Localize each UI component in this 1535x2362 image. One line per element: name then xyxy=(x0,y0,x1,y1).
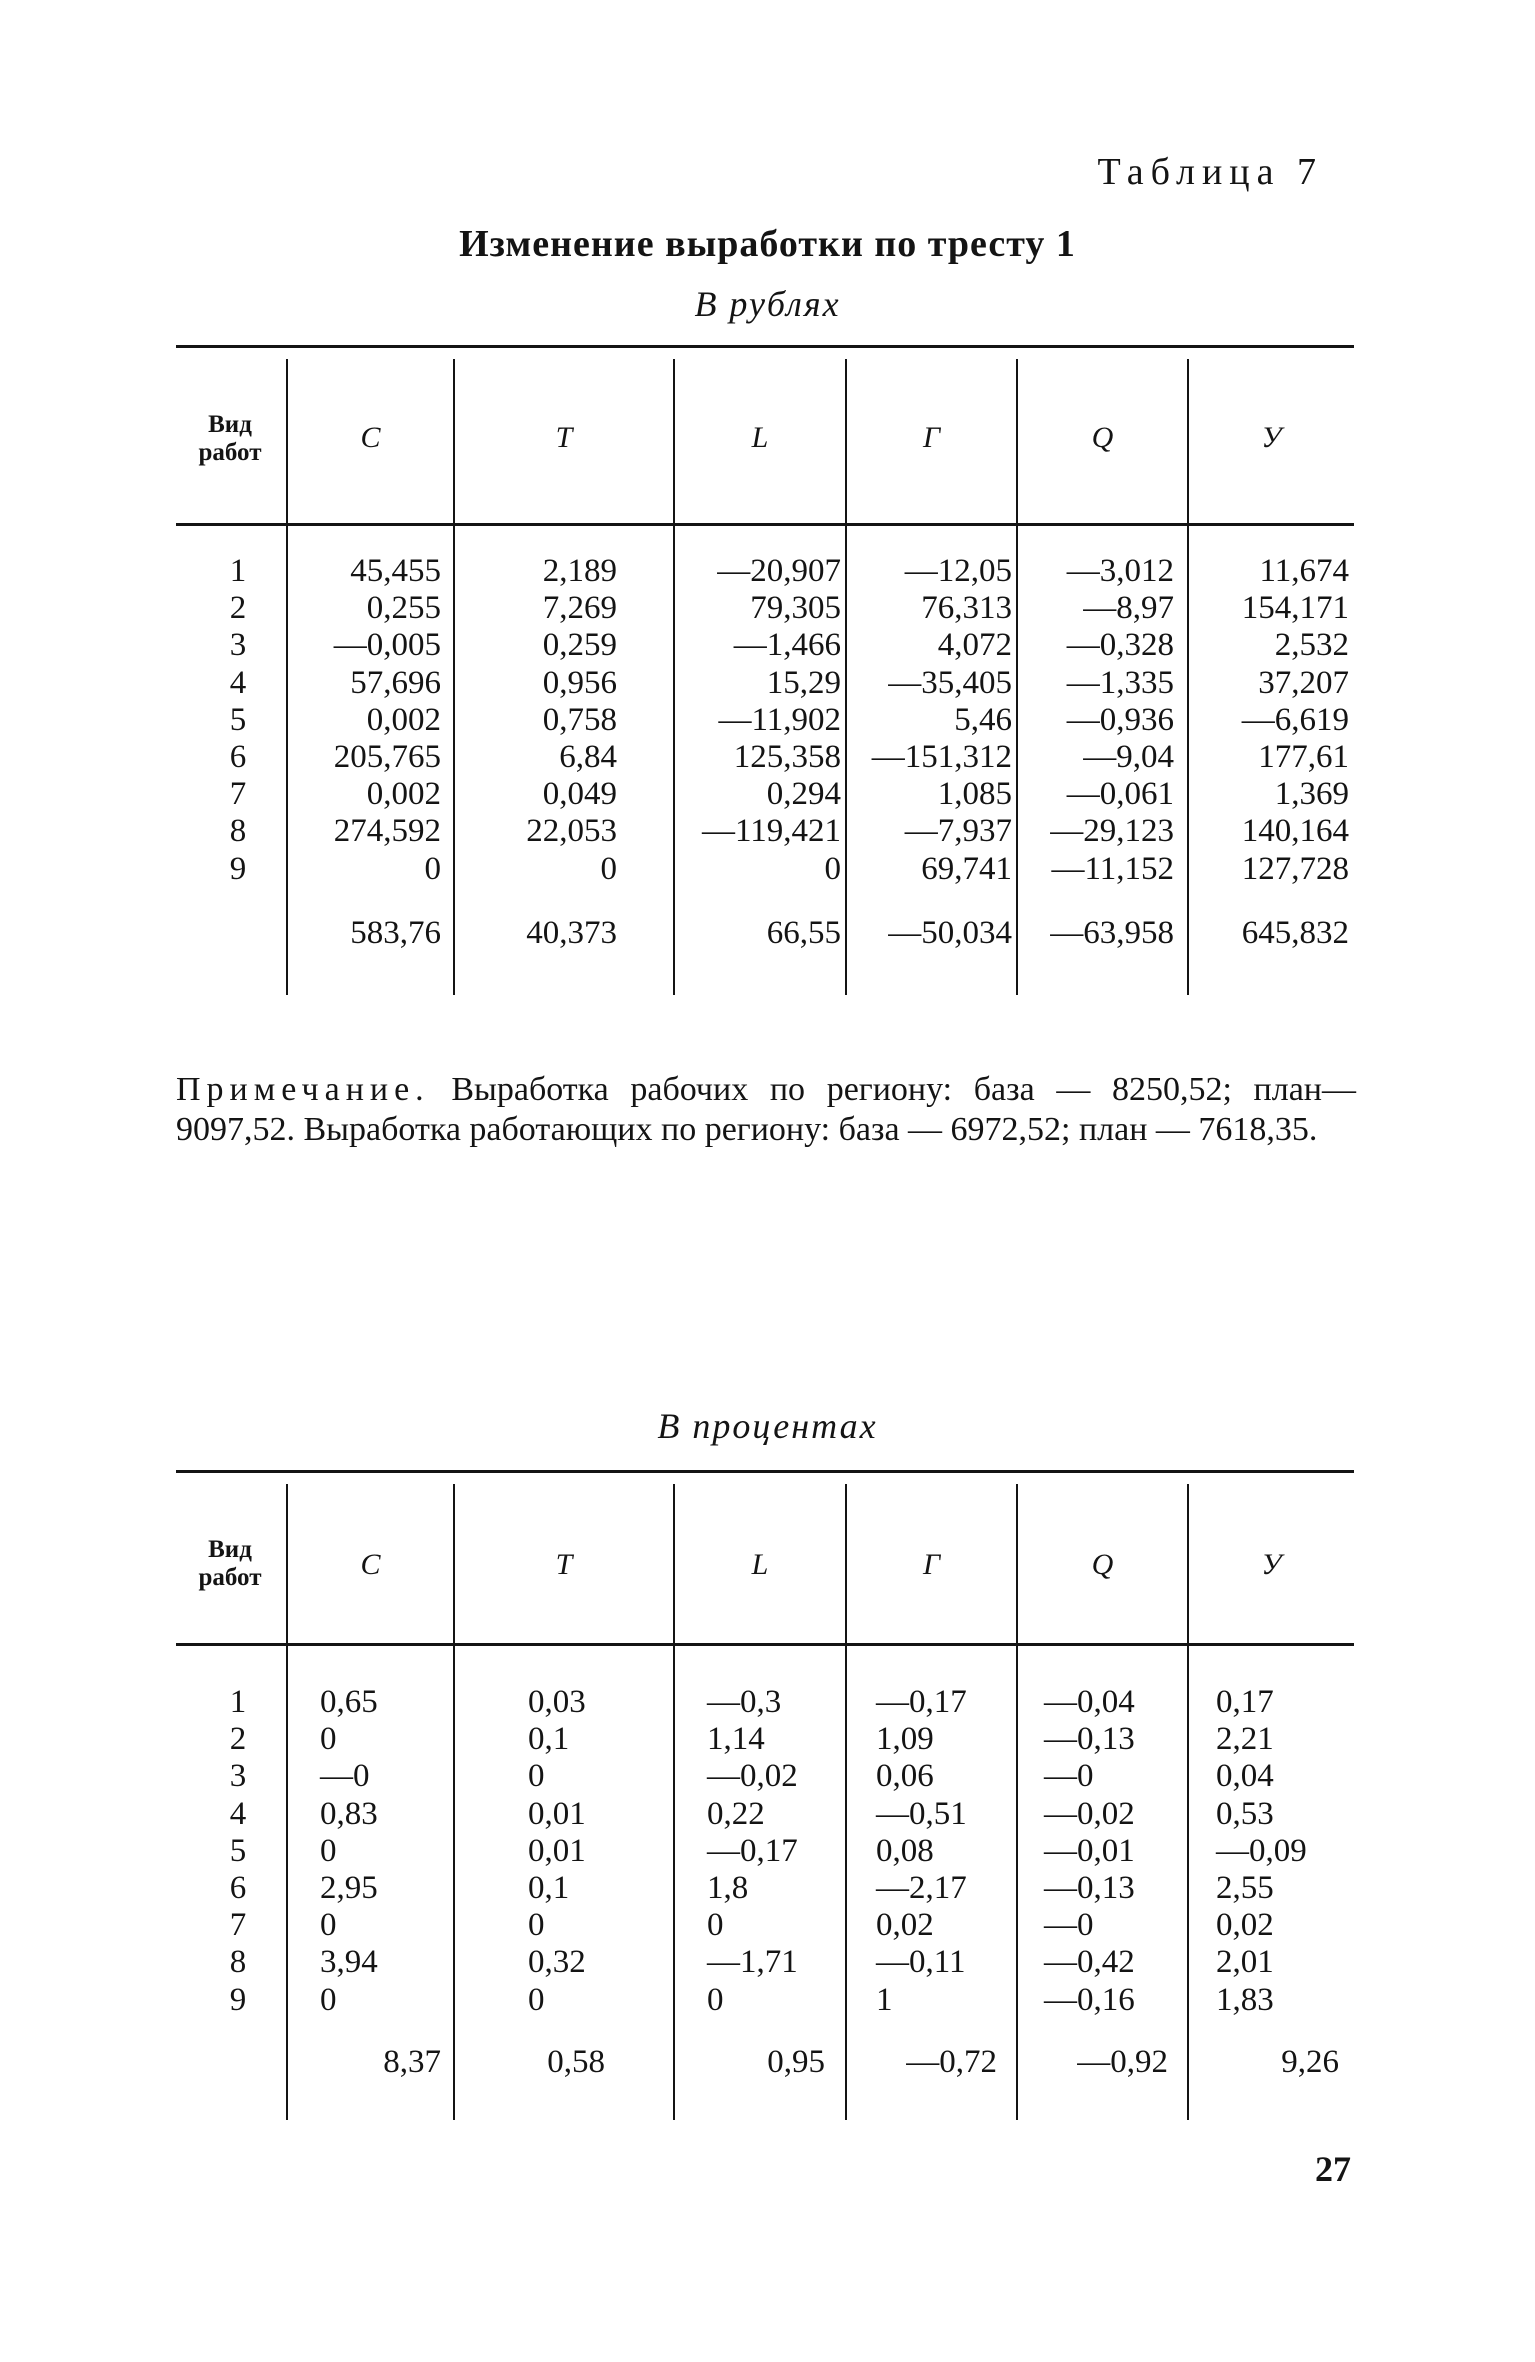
header-t: T xyxy=(555,421,573,454)
total-c: 8,37 xyxy=(383,2044,441,2080)
table-cell: 6,84 xyxy=(559,739,617,776)
header-c: C xyxy=(360,421,381,454)
total-u: 9,26 xyxy=(1281,2044,1339,2080)
table-cell: 2,189 xyxy=(542,553,617,589)
table-cell: 45,455 xyxy=(350,553,441,589)
table-cell: 1,369 xyxy=(1274,776,1349,813)
row-number: 1 xyxy=(229,1684,247,1720)
table-cell: 0,22 xyxy=(707,1795,765,1832)
table-cell: 0 xyxy=(707,1907,724,1944)
unit-caption-percent: В процентах xyxy=(657,1406,878,1446)
header-c: C xyxy=(360,1548,381,1581)
row-number: 8 xyxy=(229,813,247,850)
table-cell: 2,01 xyxy=(1216,1944,1274,1981)
table-cell: —8,97 xyxy=(1083,590,1174,627)
table-cell: 1,83 xyxy=(1216,1981,1274,2018)
table-cell: 0 xyxy=(424,850,441,887)
table-cell: 0 xyxy=(600,850,617,887)
table-cell: —0,42 xyxy=(1044,1944,1135,1981)
row-number: 9 xyxy=(229,850,247,887)
table-cell: 0,002 xyxy=(366,776,441,813)
column-work-type xyxy=(216,553,260,888)
table-cell: —0 xyxy=(1044,1907,1094,1944)
table-cell: 0 xyxy=(320,1907,337,1944)
total-q: —63,958 xyxy=(1050,915,1174,951)
table-cell: 1,8 xyxy=(707,1870,749,1907)
table-cell: 0 xyxy=(707,1981,724,2018)
table-percent xyxy=(176,1470,1354,2120)
table-cell: 15,29 xyxy=(766,664,841,701)
table-cell: —1,335 xyxy=(1066,664,1174,701)
row-number: 7 xyxy=(229,776,247,813)
column-t-values xyxy=(528,1684,648,2019)
table-cell: 0,255 xyxy=(366,590,441,627)
column-l-values xyxy=(707,1684,837,2019)
table-cell: 0 xyxy=(528,1907,545,1944)
table-label: Таблица 7 xyxy=(1097,151,1323,193)
row-number: 9 xyxy=(229,1981,247,2018)
table-cell: 0 xyxy=(320,1721,337,1758)
table-cell: 0,17 xyxy=(1216,1684,1274,1720)
row-number: 6 xyxy=(229,739,247,776)
table-cell: —0,3 xyxy=(707,1684,782,1720)
table-cell: —11,152 xyxy=(1051,850,1174,887)
column-u-values xyxy=(1216,1684,1336,2019)
row-number: 2 xyxy=(229,590,247,627)
table-cell: —0,17 xyxy=(707,1832,798,1869)
table-cell: —0 xyxy=(320,1758,370,1795)
table-cell: 0,02 xyxy=(1216,1907,1274,1944)
table-cell: 125,358 xyxy=(733,739,841,776)
table-cell: 1,085 xyxy=(937,776,1012,813)
table-cell: 0,1 xyxy=(528,1721,570,1758)
table-cell: —20,907 xyxy=(717,553,841,589)
row-number: 3 xyxy=(229,627,247,664)
table-cell: —0,02 xyxy=(1044,1795,1135,1832)
column-g-values xyxy=(876,1684,1006,2019)
total-c: 583,76 xyxy=(350,915,441,951)
table-cell: —11,902 xyxy=(718,701,841,738)
table-top-rule xyxy=(176,345,1354,348)
table-top-rule xyxy=(176,1470,1354,1473)
table-cell: 205,765 xyxy=(333,739,441,776)
table-cell: 0,049 xyxy=(542,776,617,813)
table-cell: —0,17 xyxy=(876,1684,967,1720)
table-cell: —0,005 xyxy=(333,627,441,664)
row-number: 1 xyxy=(229,553,247,589)
row-number: 7 xyxy=(229,1907,247,1944)
total-l: 0,95 xyxy=(767,2044,825,2080)
table-cell: 0,08 xyxy=(876,1832,934,1869)
table-cell: 1,14 xyxy=(707,1721,765,1758)
column-u-values xyxy=(1189,553,1349,888)
page-number: 27 xyxy=(1315,2149,1351,2189)
table-cell: —0,16 xyxy=(1044,1981,1135,2018)
table-cell: 0 xyxy=(528,1758,545,1795)
table-cell: 0,294 xyxy=(766,776,841,813)
column-g-values xyxy=(847,553,1012,888)
header-work-type: Вид работ xyxy=(198,1536,262,1591)
total-q: —0,92 xyxy=(1077,2044,1168,2080)
table-cell: —0,02 xyxy=(707,1758,798,1795)
table-cell: 0,02 xyxy=(876,1907,934,1944)
header-g: Г xyxy=(922,1548,941,1581)
footnote xyxy=(176,1070,1356,1150)
table-cell: —0,328 xyxy=(1066,627,1174,664)
header-t: T xyxy=(555,1548,573,1581)
column-c-values xyxy=(320,1684,440,2019)
header-u: У xyxy=(1261,1548,1282,1581)
table-cell: 0,03 xyxy=(528,1684,586,1720)
table-cell: 274,592 xyxy=(333,813,441,850)
table-cell: 4,072 xyxy=(937,627,1012,664)
table-cell: —1,71 xyxy=(707,1944,798,1981)
total-g: —0,72 xyxy=(906,2044,997,2080)
table-cell: —7,937 xyxy=(904,813,1012,850)
table-cell: 0,01 xyxy=(528,1795,586,1832)
total-t: 0,58 xyxy=(547,2044,605,2080)
table-cell: 2,21 xyxy=(1216,1721,1274,1758)
table-cell: 0,06 xyxy=(876,1758,934,1795)
table-cell: 0 xyxy=(320,1981,337,2018)
header-bottom-rule xyxy=(176,1643,1354,1646)
table-cell: 0,53 xyxy=(1216,1795,1274,1832)
table-cell: 1,09 xyxy=(876,1721,934,1758)
table-cell: —12,05 xyxy=(904,553,1012,589)
column-work-type xyxy=(216,1684,260,2019)
table-cell: —0,51 xyxy=(876,1795,967,1832)
table-cell: —0,04 xyxy=(1044,1684,1135,1720)
table-cell: 177,61 xyxy=(1258,739,1349,776)
table-cell: 37,207 xyxy=(1258,664,1349,701)
column-q-values xyxy=(1018,553,1174,888)
total-g: —50,034 xyxy=(888,915,1012,951)
row-number: 5 xyxy=(229,701,247,738)
table-cell: 2,55 xyxy=(1216,1870,1274,1907)
table-cell: 127,728 xyxy=(1241,850,1349,887)
table-cell: —29,123 xyxy=(1050,813,1174,850)
table-cell: 5,46 xyxy=(954,701,1012,738)
unit-caption-rubles: В рублях xyxy=(694,284,841,324)
table-cell: 0 xyxy=(320,1832,337,1869)
header-l: L xyxy=(751,1548,769,1581)
table-cell: —151,312 xyxy=(871,739,1012,776)
table-cell: 0,758 xyxy=(542,701,617,738)
table-cell: —0,936 xyxy=(1066,701,1174,738)
table-cell: 79,305 xyxy=(750,590,841,627)
table-cell: 0,83 xyxy=(320,1795,378,1832)
table-cell: —35,405 xyxy=(888,664,1012,701)
table-cell: —0,11 xyxy=(876,1944,966,1981)
column-l-values xyxy=(675,553,841,888)
table-title: Изменение выработки по тресту 1 xyxy=(459,223,1076,265)
header-l: L xyxy=(751,421,769,454)
row-number: 3 xyxy=(229,1758,247,1795)
table-cell: —0 xyxy=(1044,1758,1094,1795)
table-cell: 3,94 xyxy=(320,1944,378,1981)
table-rubles xyxy=(176,345,1354,995)
table-cell: 76,313 xyxy=(921,590,1012,627)
table-cell: 0,04 xyxy=(1216,1758,1274,1795)
header-q: Q xyxy=(1091,421,1114,454)
header-bottom-rule xyxy=(176,523,1354,526)
footnote-text: Выработка рабочих по региону: база — 8250,52; план— 9097,52. Выработка работающих по региону: база — 6972,52; план — 7618,35. xyxy=(176,1071,1357,1148)
total-l: 66,55 xyxy=(766,915,841,951)
table-cell: 154,171 xyxy=(1241,590,1349,627)
table-cell: 0,1 xyxy=(528,1870,570,1907)
table-cell: 0,956 xyxy=(542,664,617,701)
table-cell: 2,95 xyxy=(320,1870,378,1907)
header-work-type: Вид работ xyxy=(198,411,262,466)
total-t: 40,373 xyxy=(526,915,617,951)
header-g: Г xyxy=(922,421,941,454)
table-cell: —9,04 xyxy=(1083,739,1174,776)
table-cell: —6,619 xyxy=(1241,701,1349,738)
table-cell: 0,65 xyxy=(320,1684,378,1720)
table-cell: —0,09 xyxy=(1216,1832,1307,1869)
table-cell: 0 xyxy=(824,850,841,887)
table-cell: —0,061 xyxy=(1066,776,1174,813)
table-cell: 11,674 xyxy=(1259,553,1349,589)
row-number: 6 xyxy=(229,1870,247,1907)
table-cell: 69,741 xyxy=(921,850,1012,887)
table-cell: —0,13 xyxy=(1044,1721,1135,1758)
table-cell: 2,532 xyxy=(1274,627,1349,664)
table-cell: 22,053 xyxy=(526,813,617,850)
table-cell: —3,012 xyxy=(1066,553,1174,589)
table-cell: —1,466 xyxy=(733,627,841,664)
table-cell: 0,01 xyxy=(528,1832,586,1869)
row-number: 5 xyxy=(229,1832,247,1869)
table-cell: 0 xyxy=(528,1981,545,2018)
table-cell: 0,002 xyxy=(366,701,441,738)
row-number: 4 xyxy=(229,1795,247,1832)
column-t-values xyxy=(455,553,617,888)
table-cell: —0,01 xyxy=(1044,1832,1135,1869)
header-q: Q xyxy=(1091,1548,1114,1581)
table-cell: 140,164 xyxy=(1241,813,1349,850)
column-q-values xyxy=(1044,1684,1174,2019)
header-u: У xyxy=(1261,421,1282,454)
row-number: 4 xyxy=(229,664,247,701)
row-number: 2 xyxy=(229,1721,247,1758)
table-cell: 1 xyxy=(876,1981,893,2018)
table-cell: —0,13 xyxy=(1044,1870,1135,1907)
table-cell: 0,32 xyxy=(528,1944,586,1981)
table-cell: —2,17 xyxy=(876,1870,967,1907)
table-cell: 0,259 xyxy=(542,627,617,664)
total-u: 645,832 xyxy=(1241,915,1349,951)
footnote-lead: Примечание. xyxy=(176,1071,430,1108)
table-cell: 57,696 xyxy=(350,664,441,701)
table-cell: —119,421 xyxy=(701,813,841,850)
table-cell: 7,269 xyxy=(542,590,617,627)
column-c-values xyxy=(288,553,441,888)
row-number: 8 xyxy=(229,1944,247,1981)
